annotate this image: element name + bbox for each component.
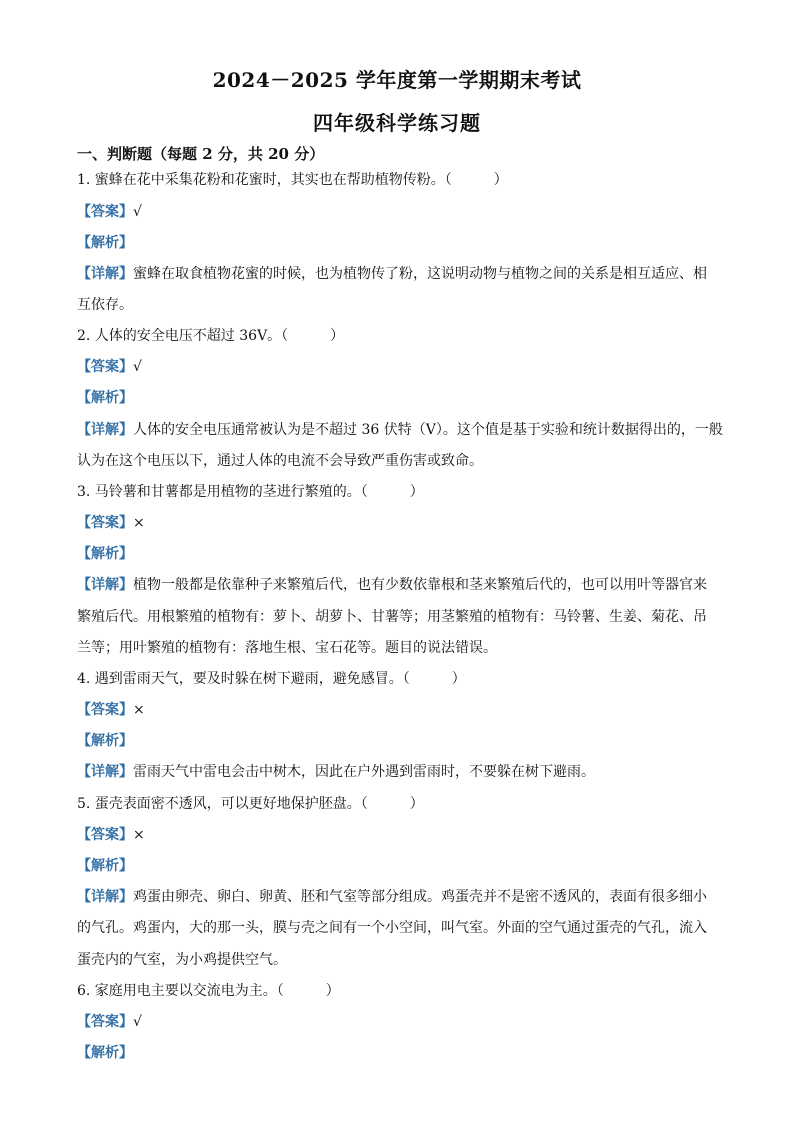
answer-mark: × <box>133 827 145 843</box>
detail-text: 雷雨天气中雷电会击中树木，因此在户外遇到雷雨时，不要躲在树下避雨。 <box>133 764 595 780</box>
answer-mark: √ <box>133 1014 142 1030</box>
detail-text: 人体的安全电压通常被认为是不超过 36 伏特（V）。这个值是基于实验和统计数据得出的，一般 <box>133 422 723 438</box>
detail-4-line-1 <box>77 762 595 782</box>
analysis-label: 【解析】 <box>77 1045 133 1061</box>
detail-5-line-1 <box>77 887 707 907</box>
detail-1-line-1 <box>77 264 707 284</box>
analysis-6 <box>77 1043 133 1063</box>
question-1: 1. 蜜蜂在花中采集花粉和花蜜时，其实也在帮助植物传粉。（ ） <box>77 172 508 188</box>
question-2: 2. 人体的安全电压不超过 36V。（ ） <box>77 328 345 344</box>
detail-3-line-3: 兰等；用叶繁殖的植物有：落地生根、宝石花等。题目的说法错误。 <box>77 640 497 656</box>
detail-label: 【详解】 <box>77 422 133 438</box>
detail-2-line-1 <box>77 420 723 440</box>
answer-mark: × <box>133 515 145 531</box>
detail-text: 蜜蜂在取食植物花蜜的时候，也为植物传了粉，这说明动物与植物之间的关系是相互适应、相 <box>133 266 707 282</box>
answer-label: 【答案】 <box>77 702 133 718</box>
answer-label: 【答案】 <box>77 515 133 531</box>
analysis-5 <box>77 856 133 876</box>
analysis-1 <box>77 233 133 253</box>
section-heading: 一、判断题（每题 2 分，共 20 分） <box>77 145 325 163</box>
detail-text: 植物一般都是依靠种子来繁殖后代，也有少数依靠根和茎来繁殖后代的，也可以用叶等器官来 <box>133 577 707 593</box>
analysis-label: 【解析】 <box>77 546 133 562</box>
exam-title: 2024－2025 学年度第一学期期末考试 <box>212 68 582 92</box>
answer-5 <box>77 825 145 845</box>
analysis-label: 【解析】 <box>77 390 133 406</box>
answer-label: 【答案】 <box>77 204 133 220</box>
detail-2-line-2: 认为在这个电压以下，通过人体的电流不会导致严重伤害或致命。 <box>77 453 483 469</box>
answer-1 <box>77 202 142 222</box>
answer-mark: √ <box>133 204 142 220</box>
detail-label: 【详解】 <box>77 266 133 282</box>
answer-mark: √ <box>133 359 142 375</box>
answer-2 <box>77 357 142 377</box>
question-3: 3. 马铃薯和甘薯都是用植物的茎进行繁殖的。（ ） <box>77 484 424 500</box>
answer-3 <box>77 513 145 533</box>
detail-5-line-2: 的气孔。鸡蛋内，大的那一头，膜与壳之间有一个小空间，叫气室。外面的空气通过蛋壳的气孔，流入 <box>77 920 707 936</box>
detail-text: 鸡蛋由卵壳、卵白、卵黄、胚和气室等部分组成。鸡蛋壳并不是密不透风的，表面有很多细小 <box>133 889 707 905</box>
detail-label: 【详解】 <box>77 764 133 780</box>
question-6: 6. 家庭用电主要以交流电为主。（ ） <box>77 983 340 999</box>
question-5: 5. 蛋壳表面密不透风，可以更好地保护胚盘。（ ） <box>77 796 424 812</box>
detail-label: 【详解】 <box>77 889 133 905</box>
answer-4 <box>77 700 145 720</box>
detail-label: 【详解】 <box>77 577 133 593</box>
analysis-4 <box>77 731 133 751</box>
exam-subtitle: 四年级科学练习题 <box>313 111 481 135</box>
analysis-3 <box>77 544 133 564</box>
answer-6 <box>77 1012 142 1032</box>
detail-1-line-2: 互依存。 <box>77 297 133 313</box>
detail-5-line-3: 蛋壳内的气室，为小鸡提供空气。 <box>77 952 287 968</box>
answer-label: 【答案】 <box>77 827 133 843</box>
answer-mark: × <box>133 702 145 718</box>
answer-label: 【答案】 <box>77 1014 133 1030</box>
question-4: 4. 遇到雷雨天气，要及时躲在树下避雨，避免感冒。（ ） <box>77 671 466 687</box>
analysis-label: 【解析】 <box>77 235 133 251</box>
detail-3-line-1 <box>77 575 707 595</box>
detail-3-line-2: 繁殖后代。用根繁殖的植物有：萝卜、胡萝卜、甘薯等；用茎繁殖的植物有：马铃薯、生姜、菊花、吊 <box>77 609 707 625</box>
answer-label: 【答案】 <box>77 359 133 375</box>
analysis-label: 【解析】 <box>77 733 133 749</box>
analysis-2 <box>77 388 133 408</box>
analysis-label: 【解析】 <box>77 858 133 874</box>
